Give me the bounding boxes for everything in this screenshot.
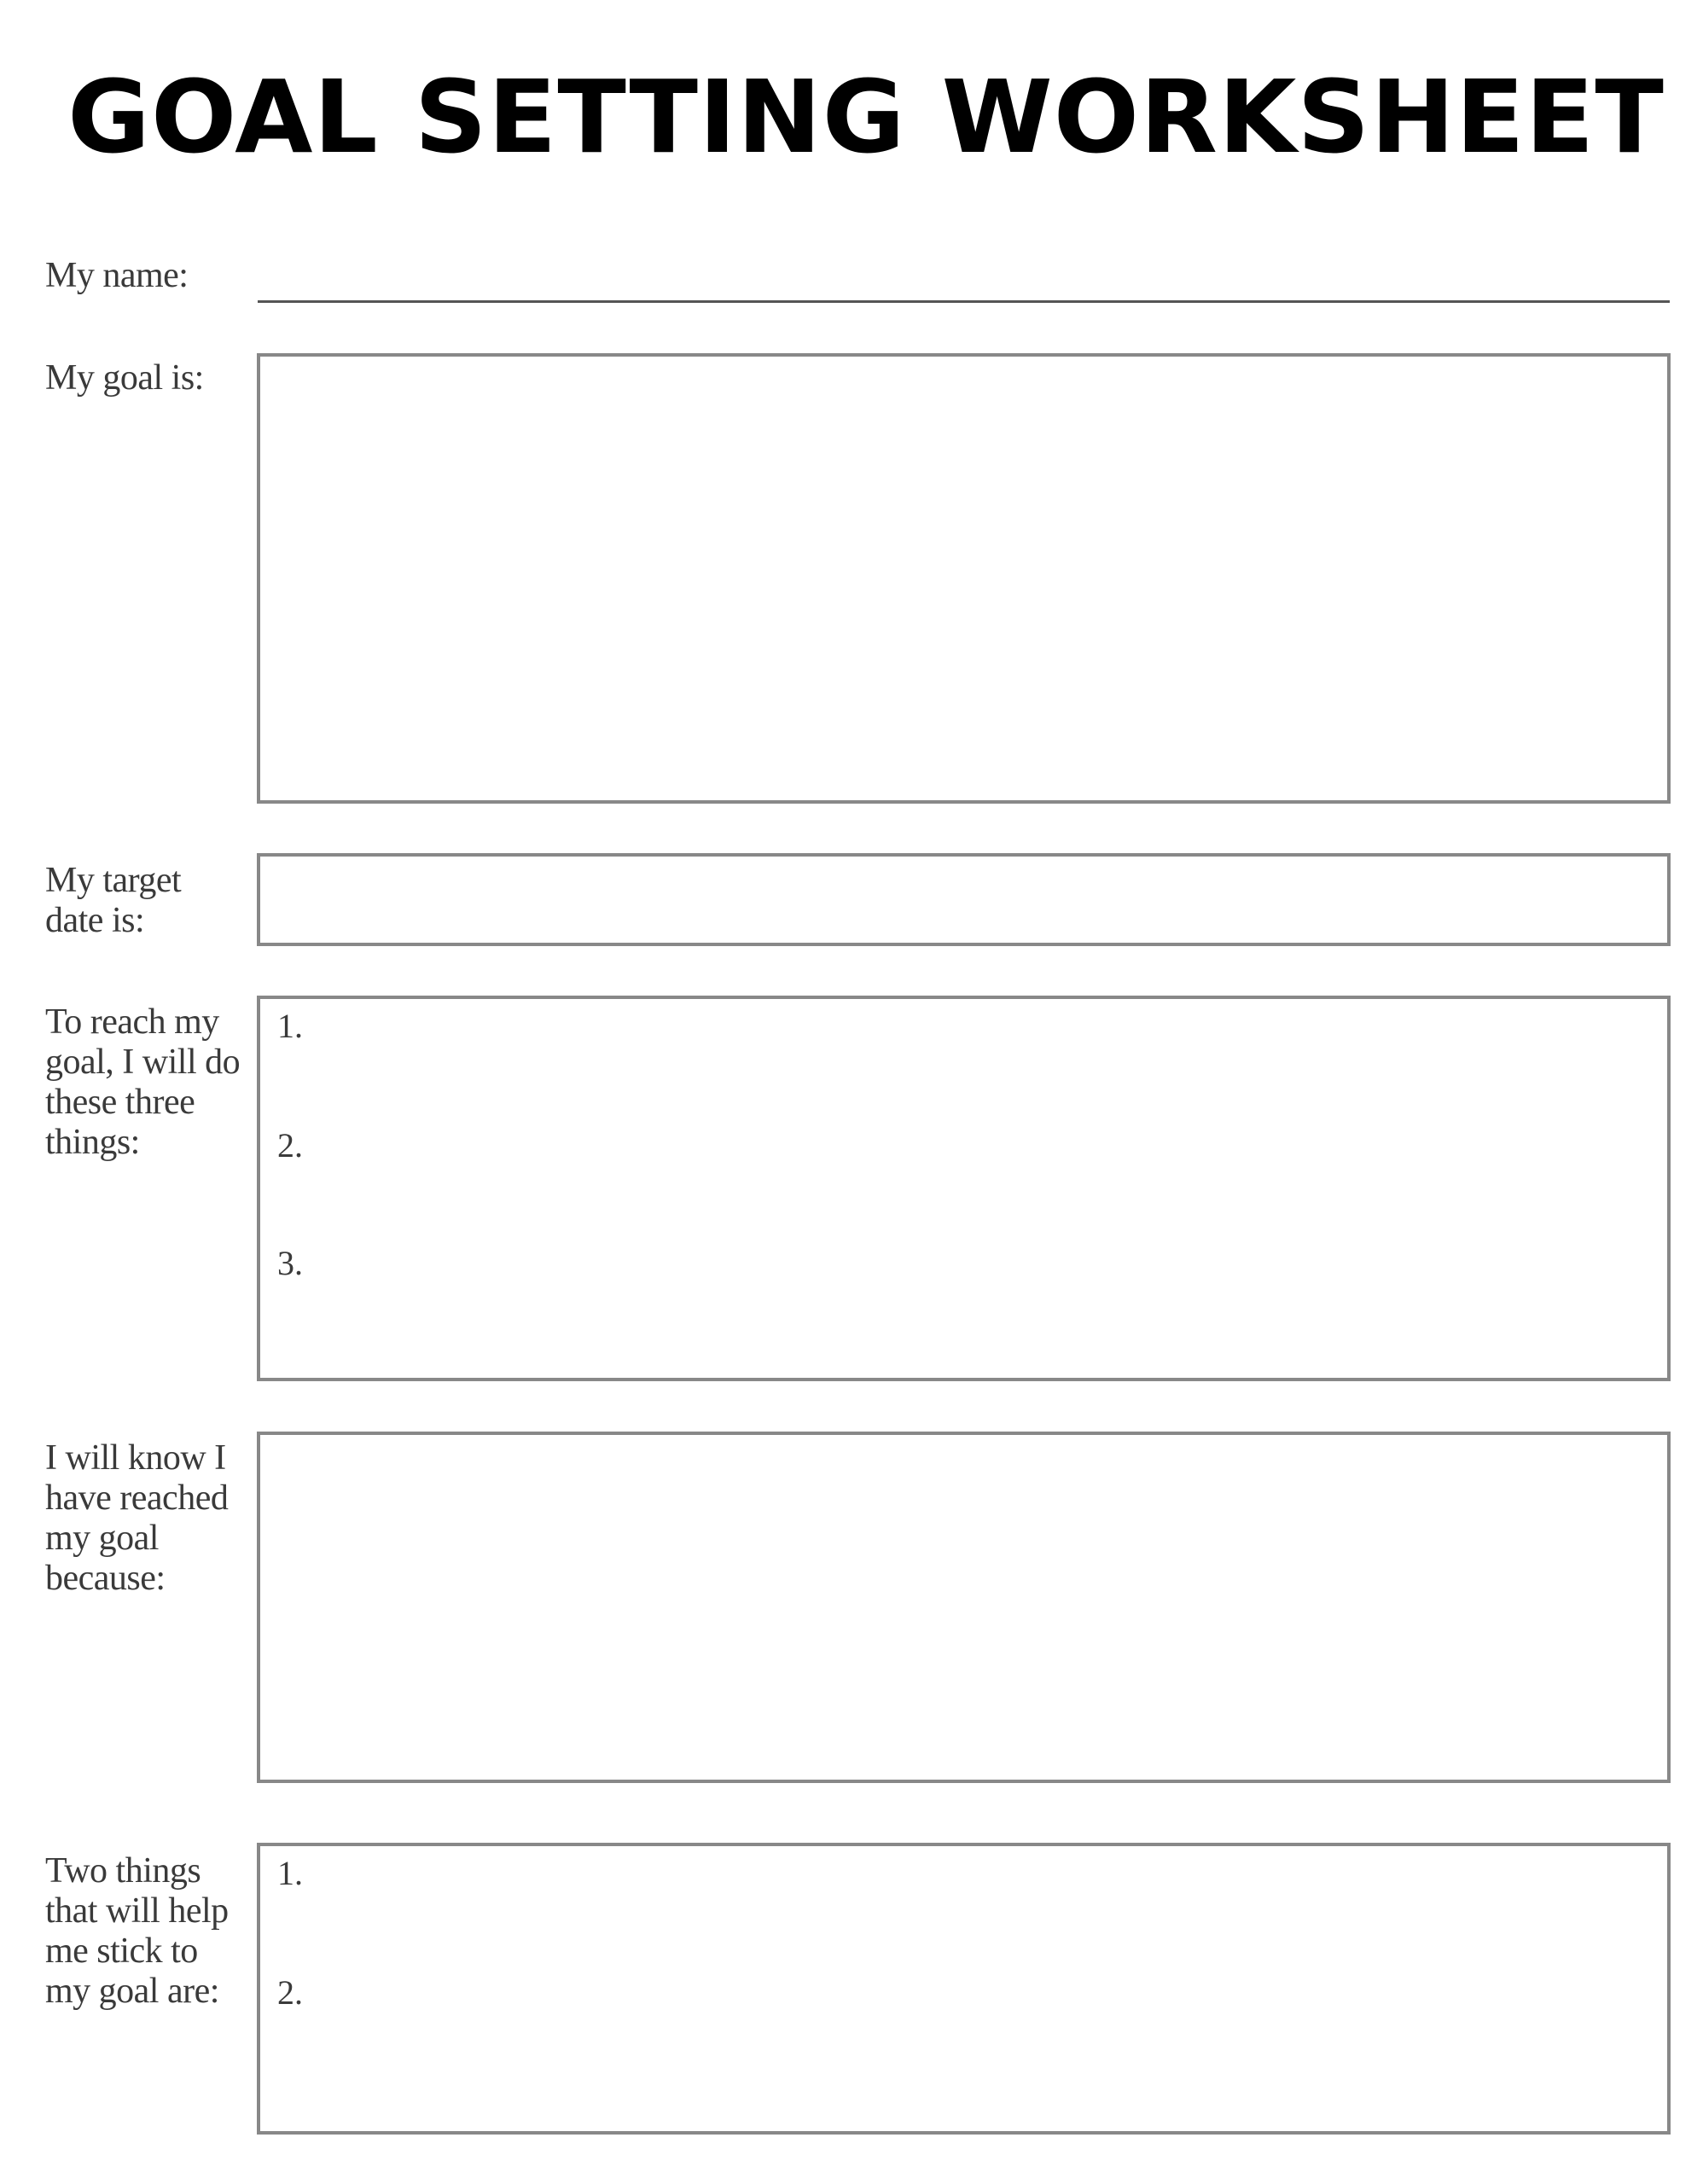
goal-box[interactable] xyxy=(257,353,1671,804)
target-date-label-line-2: date is: xyxy=(45,901,145,940)
name-line[interactable] xyxy=(258,300,1670,303)
three-things-item-1: 1. xyxy=(277,1007,303,1045)
stick-to-item-2: 2. xyxy=(277,1973,303,2012)
target-date-label-line-1: My target xyxy=(45,861,182,900)
stick-to-label-line-2: that will help xyxy=(45,1891,229,1931)
stick-to-label-line-1: Two things xyxy=(45,1851,201,1891)
stick-to-label-line-4: my goal are: xyxy=(45,1972,219,2011)
three-things-label-line-2: goal, I will do xyxy=(45,1043,241,1082)
know-reached-box[interactable] xyxy=(257,1432,1671,1783)
stick-to-label xyxy=(45,1851,259,2012)
three-things-box[interactable] xyxy=(257,996,1671,1381)
page-title: GOAL SETTING WORKSHEET xyxy=(67,58,1665,176)
three-things-label-line-4: things: xyxy=(45,1123,140,1162)
three-things-label xyxy=(45,1002,259,1163)
goal-label: My goal is: xyxy=(45,358,204,398)
three-things-label-line-1: To reach my xyxy=(45,1002,219,1042)
know-reached-label-line-3: my goal xyxy=(45,1519,159,1558)
know-reached-label-line-1: I will know I xyxy=(45,1438,226,1478)
name-label: My name: xyxy=(45,256,189,295)
stick-to-box[interactable] xyxy=(257,1843,1671,2135)
stick-to-item-1: 1. xyxy=(277,1854,303,1892)
know-reached-label-line-4: because: xyxy=(45,1559,166,1598)
three-things-label-line-3: these three xyxy=(45,1083,195,1122)
target-date-box[interactable] xyxy=(257,853,1671,946)
stick-to-label-line-3: me stick to xyxy=(45,1931,198,1971)
three-things-item-3: 3. xyxy=(277,1244,303,1282)
know-reached-label xyxy=(45,1438,259,1599)
know-reached-label-line-2: have reached xyxy=(45,1478,229,1518)
three-things-item-2: 2. xyxy=(277,1126,303,1165)
target-date-label xyxy=(45,861,259,941)
